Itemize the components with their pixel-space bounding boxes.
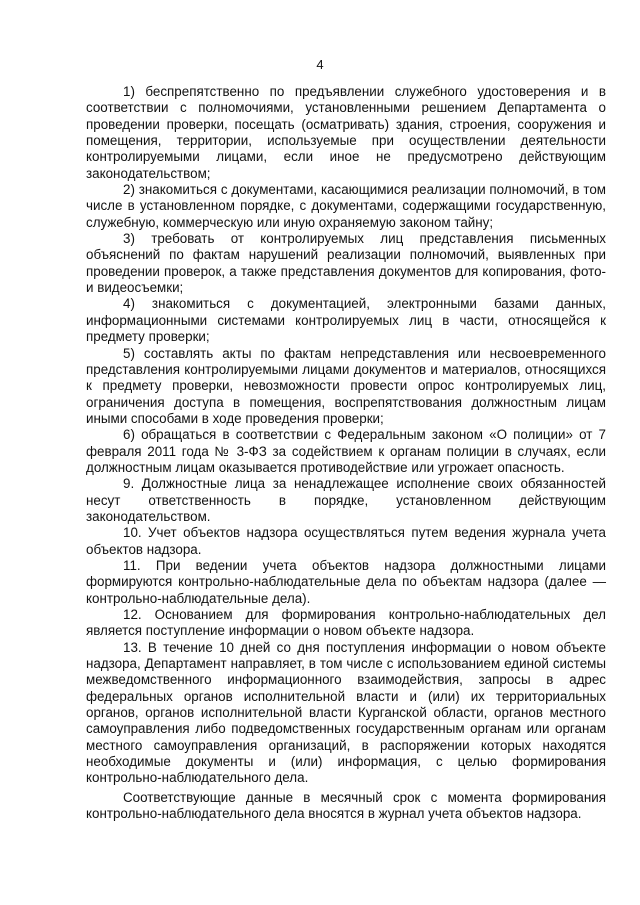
paragraph-clause-12: 12. Основанием для формирования контрольно-наблюдательных дел является поступление информации о новом объекте надзора. [86, 607, 606, 639]
paragraph-item-4: 4) знакомиться с документацией, электронными базами данных, информационными системами контролируемых лиц в части, относящейся к предмету проверки; [86, 296, 606, 345]
paragraph-clause-9: 9. Должностные лица за ненадлежащее исполнение своих обязанностей несут ответственность в порядке, установленном действующим законодательством. [86, 476, 606, 524]
paragraph-item-2: 2) знакомиться с документами, касающимися реализации полномочий, в том числе в установленном порядке, с документами, содержащими государственную, служебную, коммерческую или иную охраняемую законом тайну; [86, 182, 606, 230]
paragraph-closing: Соответствующие данные в месячный срок с момента формирования контрольно-наблюдательного дела вносятся в журнал учета объектов надзора. [86, 789, 606, 822]
paragraph-clause-13: 13. В течение 10 дней со дня поступления информации о новом объекте надзора, Департамент направляет, в том числе с использованием единой системы межведомственного информационного взаимодействия, запросы в адрес федеральных органов исполнительной власти и (или) их территориальных органов, органов исполнительной власти Курганской области, органов местного самоуправления либо подведомственных государственным органам или органам местного самоуправления организаций, в распоряжении которых находятся необходимые документы и (или) информация, с целью формирования контрольно-наблюдательного дела. [86, 639, 606, 786]
paragraph-item-3: 3) требовать от контролируемых лиц представления письменных объяснений по фактам нарушений реализации полномочий, выявленных при проведении проверок, а также представления документов для копирования, фото- и видеосъемки; [86, 231, 606, 296]
document-body [86, 84, 606, 822]
paragraph-item-1: 1) беспрепятственно по предъявлении служебного удостоверения и в соответствии с полномочиями, установленными решением Департамента о проведении проверки, посещать (осматривать) здания, строения, сооружения и помещения, территории, используемые при осуществлении деятельности контролируемыми лицами, если иное не предусмотрено действующим законодательством; [86, 84, 606, 181]
paragraph-item-5: 5) составлять акты по фактам непредставления или несвоевременного представления контролируемыми лицами документов и материалов, относящихся к предмету проверки, невозможности провести опрос контролируемых лиц, ограничения доступа в помещения, воспрепятствования должностным лицам иными способами в ходе проведения проверки; [86, 345, 606, 426]
paragraph-clause-11: 11. При ведении учета объектов надзора должностными лицами формируются контрольно-наблюдательные дела по объектам надзора (далее — контрольно-наблюдательные дела). [86, 557, 606, 606]
page-number: 4 [316, 57, 324, 72]
paragraph-item-6: 6) обращаться в соответствии с Федеральным законом «О полиции» от 7 февраля 2011 года № 3-ФЗ за содействием к органам полиции в случаях, если должностным лицам оказывается противодействие или угрожает опасность. [86, 427, 606, 475]
paragraph-clause-10: 10. Учет объектов надзора осуществляться путем ведения журнала учета объектов надзора. [86, 525, 606, 557]
